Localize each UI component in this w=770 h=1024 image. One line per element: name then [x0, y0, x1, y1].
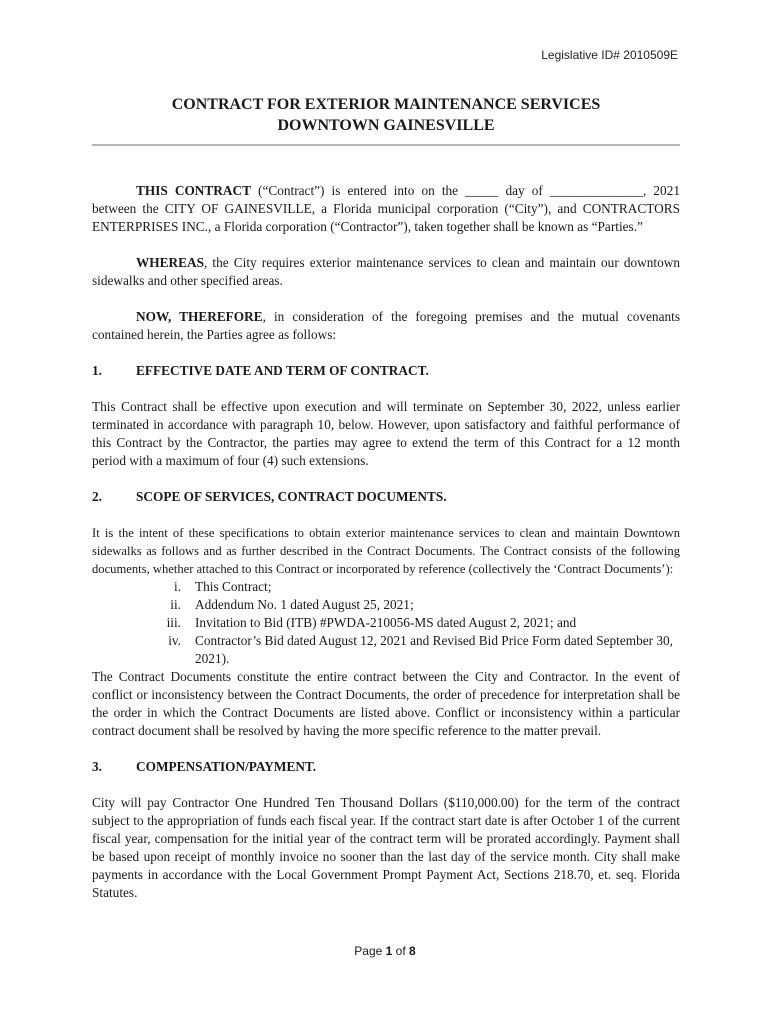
intro-lead: THIS CONTRACT: [136, 183, 251, 198]
contract-body: [92, 182, 680, 902]
list-item: iv. Contractor’s Bid dated August 12, 2021 and Revised Bid Price Form dated September 30, 2021).: [168, 633, 674, 666]
page-total: 8: [409, 944, 416, 958]
section-title: SCOPE OF SERVICES, CONTRACT DOCUMENTS.: [136, 489, 447, 504]
title-divider: [92, 144, 680, 146]
section-number: 2.: [92, 489, 102, 504]
section-number: 1.: [92, 363, 102, 378]
section-3-text: City will pay Contractor One Hundred Ten Thousand Dollars ($110,000.00) for the term of the contract subject to the appropriation of funds each fiscal year. If the contract start date is after October 1 of the current fiscal year, compensation for the initial year of the contract term will be prorated accordingly. Payment shall be based upon receipt of monthly invoice no sooner than the last day of the service month. City shall make payments in accordance with the Local Government Prompt Payment Act, Sections 218.70, et. seq. Florida Statutes.: [92, 795, 680, 900]
therefore-lead: NOW, THEREFORE: [136, 309, 263, 324]
whereas-lead: WHEREAS: [136, 255, 204, 270]
therefore-paragraph: [92, 308, 680, 344]
page-number: 1: [385, 944, 393, 958]
list-item: iii. Invitation to Bid (ITB) #PWDA-210056-MS dated August 2, 2021; and: [166, 615, 577, 630]
intro-text: (“Contract”) is entered into on the _____ day of ______________, 2021 between the CITY OF GAINESVILLE, a Florida municipal corporation (“City”), and CONTRACTORS ENTERPRISES INC., a Florida corporation (“Contractor”), taken together shall be known as “Parties.”: [92, 183, 680, 234]
list-item: ii. Addendum No. 1 dated August 25, 2021;: [170, 597, 414, 612]
section-2-text: It is the intent of these specifications to obtain exterior maintenance services to clean and maintain Downtown sidewalks as follows and as further described in the Contract Documents. The Contract consists of the following documents, whether attached to this Contract or incorporated by reference (collectively the ‘Contract Documents’):: [92, 526, 680, 576]
whereas-text: , the City requires exterior maintenance services to clean and maintain our downtown sidewalks and other specified areas.: [92, 255, 680, 288]
section-2-heading: [92, 488, 680, 506]
contract-title: [92, 94, 680, 136]
intro-paragraph: [92, 182, 680, 236]
section-title: COMPENSATION/PAYMENT.: [136, 759, 317, 774]
therefore-text: , in consideration of the foregoing premises and the mutual covenants contained herein, the Parties agree as follows:: [92, 309, 680, 342]
section-title: EFFECTIVE DATE AND TERM OF CONTRACT.: [136, 363, 429, 378]
section-1-heading: [92, 362, 680, 380]
contract-documents-list: [92, 578, 680, 668]
of-label: of: [392, 944, 410, 958]
list-item: i. This Contract;: [173, 579, 272, 594]
legislative-id: Legislative ID# 2010509E: [541, 48, 678, 62]
page-footer: [0, 944, 770, 958]
section-3-heading: [92, 758, 680, 776]
whereas-paragraph: [92, 254, 680, 290]
title-line-1: CONTRACT FOR EXTERIOR MAINTENANCE SERVICES: [171, 96, 601, 113]
title-line-2: DOWNTOWN GAINESVILLE: [277, 117, 495, 134]
section-1-text: This Contract shall be effective upon execution and will terminate on September 30, 2022, unless earlier terminated in accordance with paragraph 10, below. However, upon satisfactory and faithful performance of this Contract by the Contractor, the parties may agree to extend the term of this Contract for a 12 month period with a maximum of four (4) such extensions.: [92, 399, 680, 468]
page-label: Page: [354, 944, 386, 958]
section-2-after-text: The Contract Documents constitute the entire contract between the City and Contractor. In the event of conflict or inconsistency between the Contract Documents, the order of precedence for interpretation shall be the order in which the Contract Documents are listed above. Conflict or inconsistency within a particular contract document shall be resolved by having the more specific reference to the matter prevail.: [92, 669, 680, 738]
section-number: 3.: [92, 759, 102, 774]
